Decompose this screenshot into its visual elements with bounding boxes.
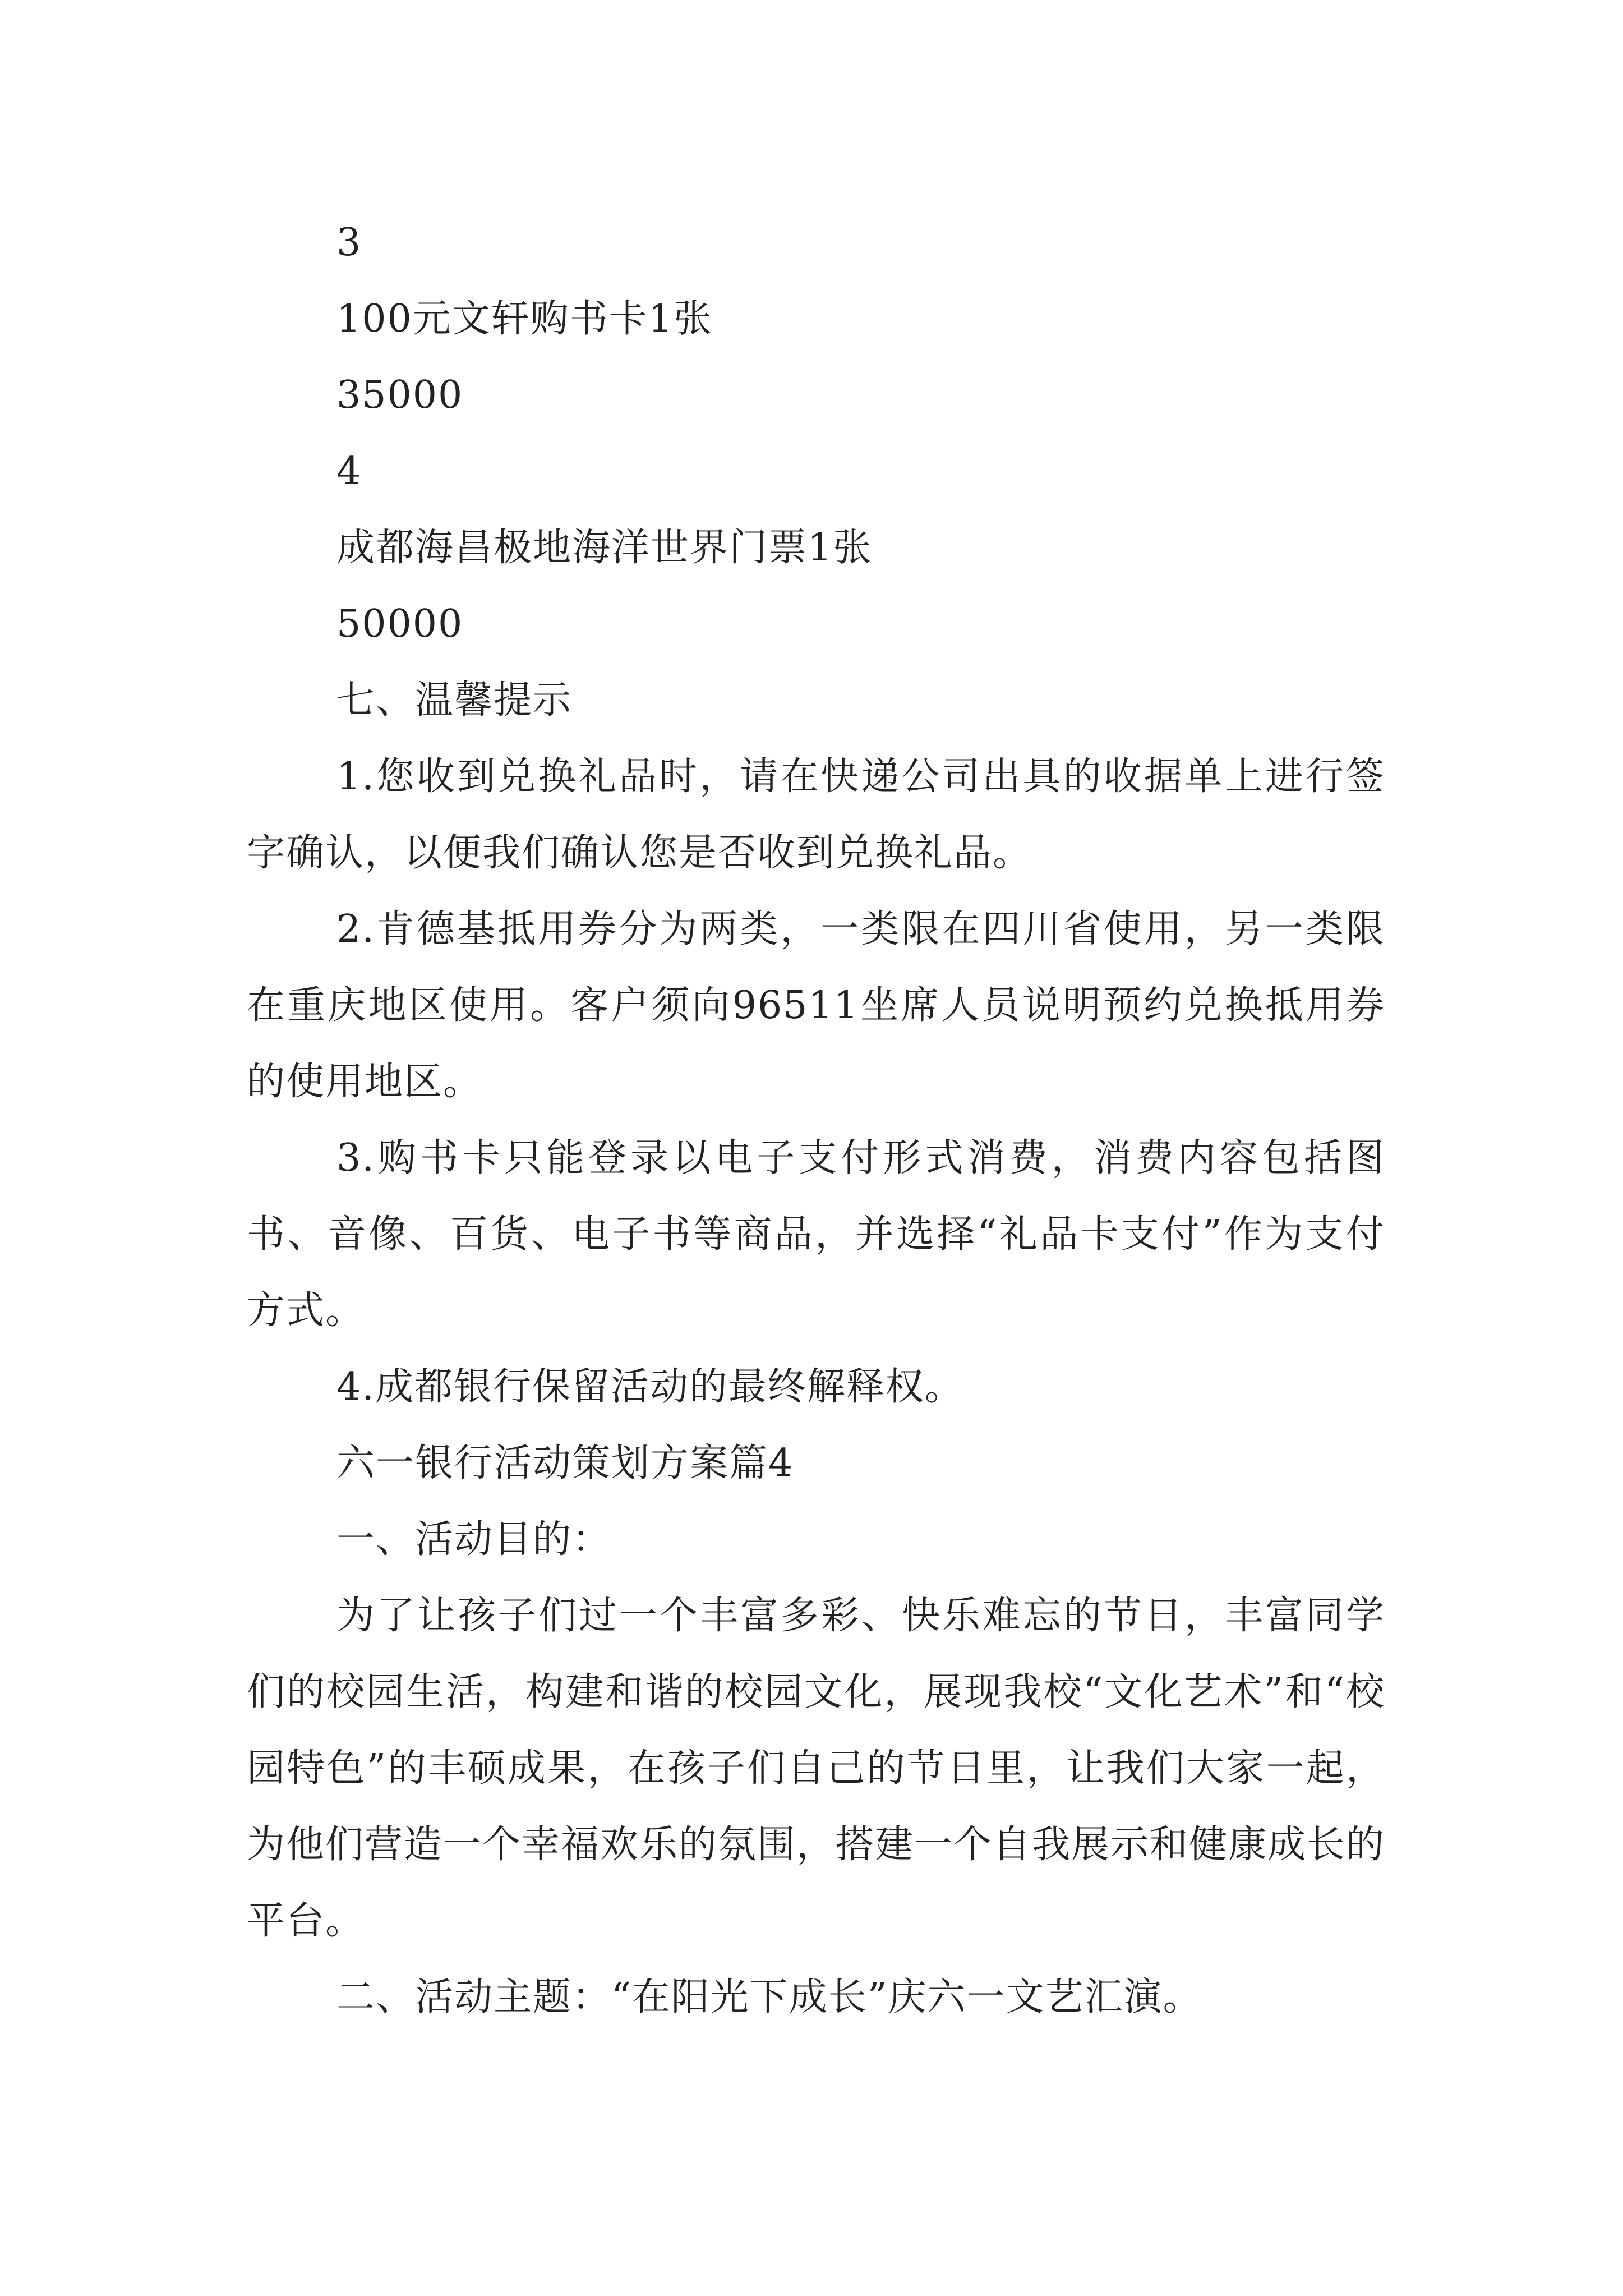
document-body: [247, 205, 1385, 2036]
prize-name-4: 成都海昌极地海洋世界门票1张: [336, 526, 873, 570]
tip-paragraph-3: 3.购书卡只能登录以电子支付形式消费，消费内容包括图书、音像、百货、电子书等商品，并选择“礼品卡支付”作为支付方式。: [247, 1136, 1385, 1333]
plan-title: 六一银行活动策划方案篇4: [336, 1441, 794, 1485]
prize-points-3: 35000: [336, 373, 464, 417]
section-heading-tips: 七、温馨提示: [336, 678, 573, 723]
tip-paragraph-1: 1.您收到兑换礼品时，请在快递公司出具的收据单上进行签字确认，以便我们确认您是否收到兑换礼品。: [247, 754, 1385, 875]
section-heading-purpose: 一、活动目的：: [336, 1517, 612, 1562]
purpose-paragraph: 为了让孩子们过一个丰富多彩、快乐难忘的节日，丰富同学们的校园生活，构建和谐的校园文化，展现我校“文化艺术”和“校园特色”的丰硕成果，在孩子们自己的节日里，让我们大家一起，为他们营造一个幸福欢乐的氛围，搭建一个自我展示和健康成长的平台。: [247, 1594, 1386, 1943]
prize-rank-4: 4: [336, 449, 362, 494]
prize-points-4: 50000: [336, 602, 464, 646]
tip-paragraph-4: 4.成都银行保留活动的最终解释权。: [336, 1365, 964, 1409]
section-heading-theme: 二、活动主题：“在阳光下成长”庆六一文艺汇演。: [336, 1975, 1202, 2019]
prize-name-3: 100元文轩购书卡1张: [336, 297, 713, 341]
tip-paragraph-2: 2.肯德基抵用券分为两类，一类限在四川省使用，另一类限在重庆地区使用。客户须向96511坐席人员说明预约兑换抵用券的使用地区。: [247, 907, 1385, 1104]
prize-rank-3: 3: [336, 220, 362, 265]
